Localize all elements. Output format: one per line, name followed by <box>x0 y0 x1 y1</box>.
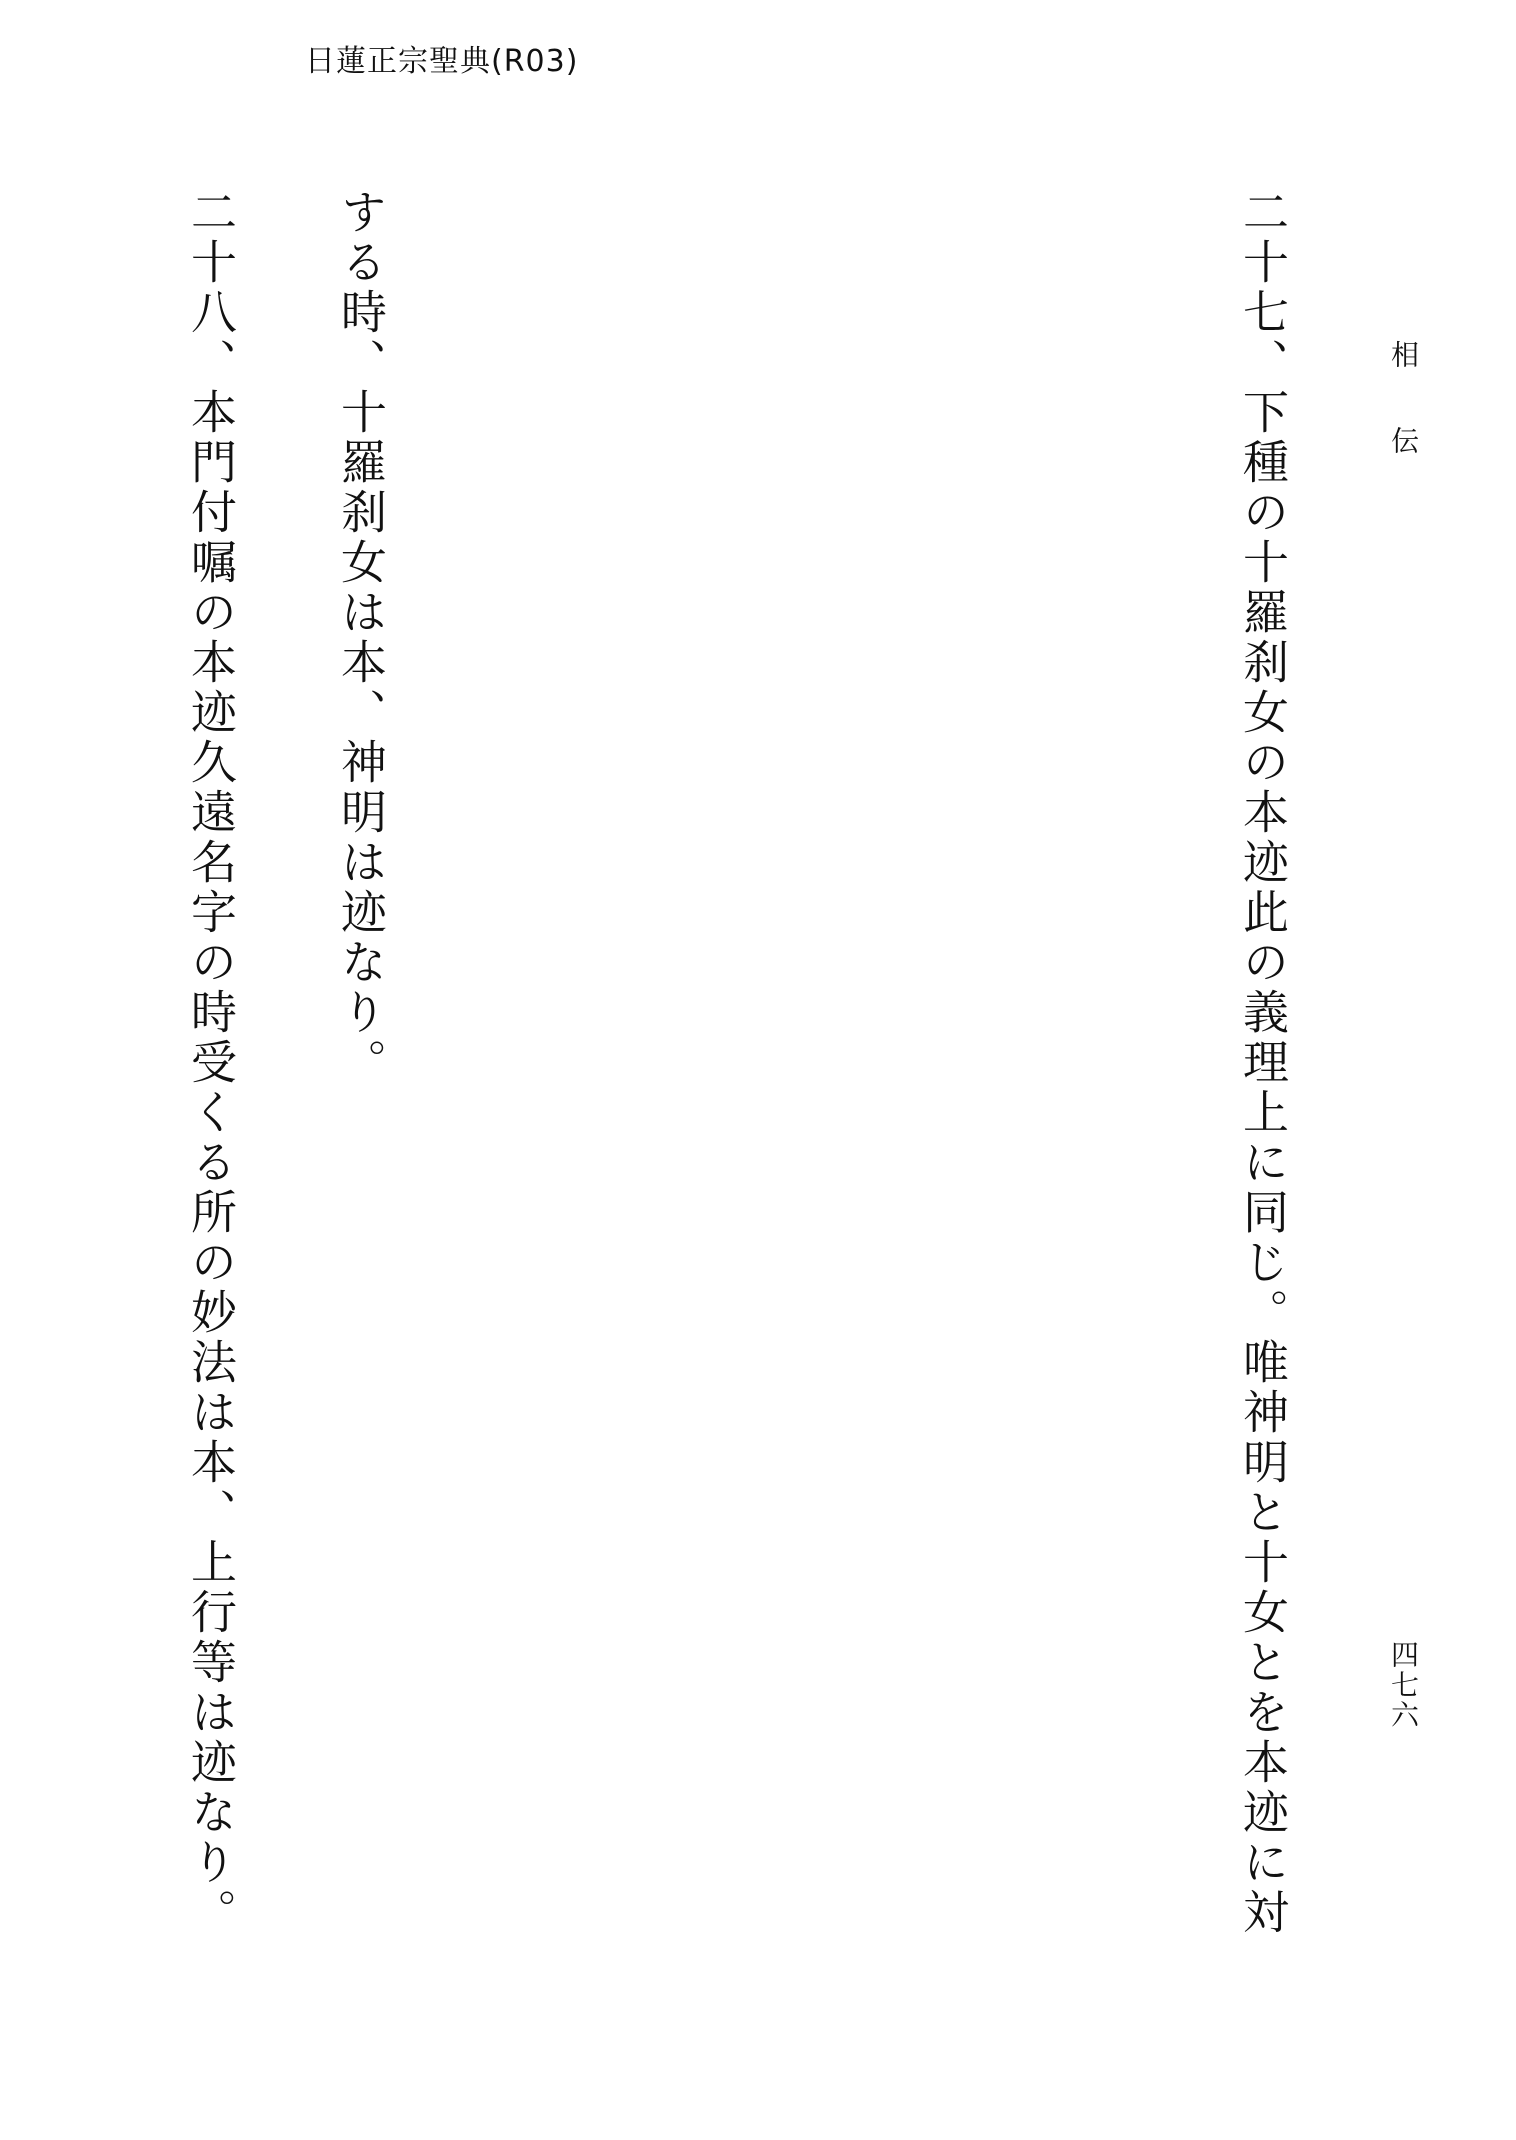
entry-title: 二十八、本門付嘱の本迹 <box>184 188 238 738</box>
running-head: 相伝 <box>1387 340 1420 512</box>
page-number: 四七六 <box>1387 1640 1420 1730</box>
main-text <box>0 188 1338 1968</box>
entry-title: 二十七、下種の十羅刹女の本迹 <box>1236 188 1290 888</box>
entry-body: 久遠名字の時受くる所の妙法は本、上行等は迹なり。 <box>184 738 238 1938</box>
entry-27 <box>286 188 1338 1968</box>
entry-body: 此の義理上に同じ。唯神明と十女とを本迹に対する時、十羅刹女は本、神明は迹なり。 <box>334 188 1290 1938</box>
entry-28 <box>0 188 286 1968</box>
book-title: 日蓮正宗聖典(R03) <box>305 44 579 79</box>
